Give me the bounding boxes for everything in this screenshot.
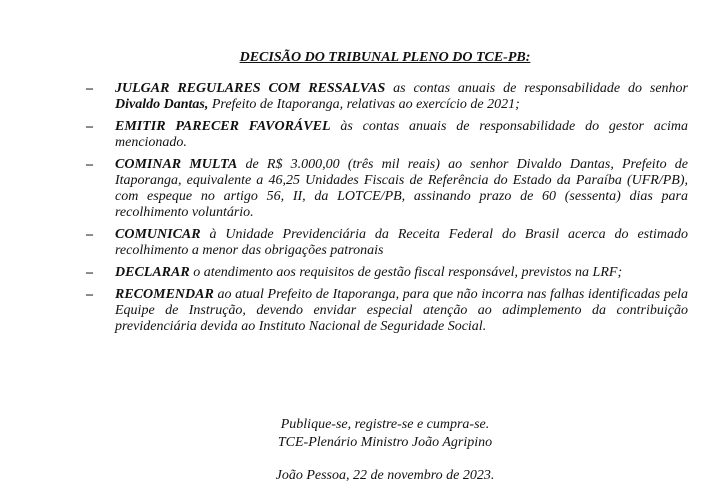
closing-plenario: TCE-Plenário Ministro João Agripino xyxy=(277,435,493,450)
bullet-dash: – xyxy=(86,287,93,302)
person-name: Divaldo Dantas, xyxy=(115,97,209,112)
decision-verb: DECLARAR xyxy=(115,265,190,280)
decision-text: as contas anuais de responsabilidade do senhor xyxy=(385,81,688,96)
decision-title: DECISÃO DO TRIBUNAL PLENO DO TCE-PB: xyxy=(239,50,531,65)
decision-text: à Unidade Previdenciária da Receita Federal do Brasil acerca do estimado recolhimento a menor das obrigações patronais xyxy=(115,227,688,258)
decision-text: o atendimento aos requisitos de gestão fiscal responsável, previstos na LRF; xyxy=(189,265,623,280)
decision-verb: JULGAR REGULARES COM RESSALVAS xyxy=(115,81,386,96)
bullet-dash: – xyxy=(86,81,93,96)
decision-item-comunicar xyxy=(86,227,688,259)
closing-publique: Publique-se, registre-se e cumpra-se. xyxy=(280,417,490,432)
decision-text: ao atual Prefeito de Itaporanga, para que não incorra nas falhas identificadas pela Equipe de Instrução, devendo envidar especial atenção ao adimplemento da contribuição previdenciária devida ao Instituto Nacional de Seguridade Social. xyxy=(115,287,688,334)
decision-list xyxy=(86,81,688,341)
bullet-dash: – xyxy=(86,265,93,280)
decision-text: de R$ 3.000,00 (três mil reais) ao senhor Divaldo Dantas, Prefeito de Itaporanga, equivalente a 46,25 Unidades Fiscais de Referência do Estado da Paraíba (UFR/PB), com espeque no artigo 56, II, da LOTCE/PB, assinando prazo de 60 (sessenta) dias para recolhimento voluntário. xyxy=(115,157,688,220)
bullet-dash: – xyxy=(86,157,93,172)
decision-verb: EMITIR PARECER FAVORÁVEL xyxy=(115,119,331,134)
decision-item-recomendar xyxy=(86,287,688,335)
decision-item-cominar xyxy=(86,157,688,221)
decision-item-julgar xyxy=(86,81,688,113)
decision-text: às contas anuais de responsabilidade do gestor acima mencionado. xyxy=(115,119,688,150)
decision-text-continued: Prefeito de Itaporanga, relativas ao exercício de 2021; xyxy=(208,97,520,112)
decision-item-declarar xyxy=(86,265,688,281)
closing-date: João Pessoa, 22 de novembro de 2023. xyxy=(275,468,495,483)
decision-verb: COMUNICAR xyxy=(115,227,201,242)
bullet-dash: – xyxy=(86,119,93,134)
bullet-dash: – xyxy=(86,227,93,242)
decision-verb: COMINAR MULTA xyxy=(115,157,238,172)
decision-verb: RECOMENDAR xyxy=(115,287,214,302)
decision-item-emitir xyxy=(86,119,688,151)
